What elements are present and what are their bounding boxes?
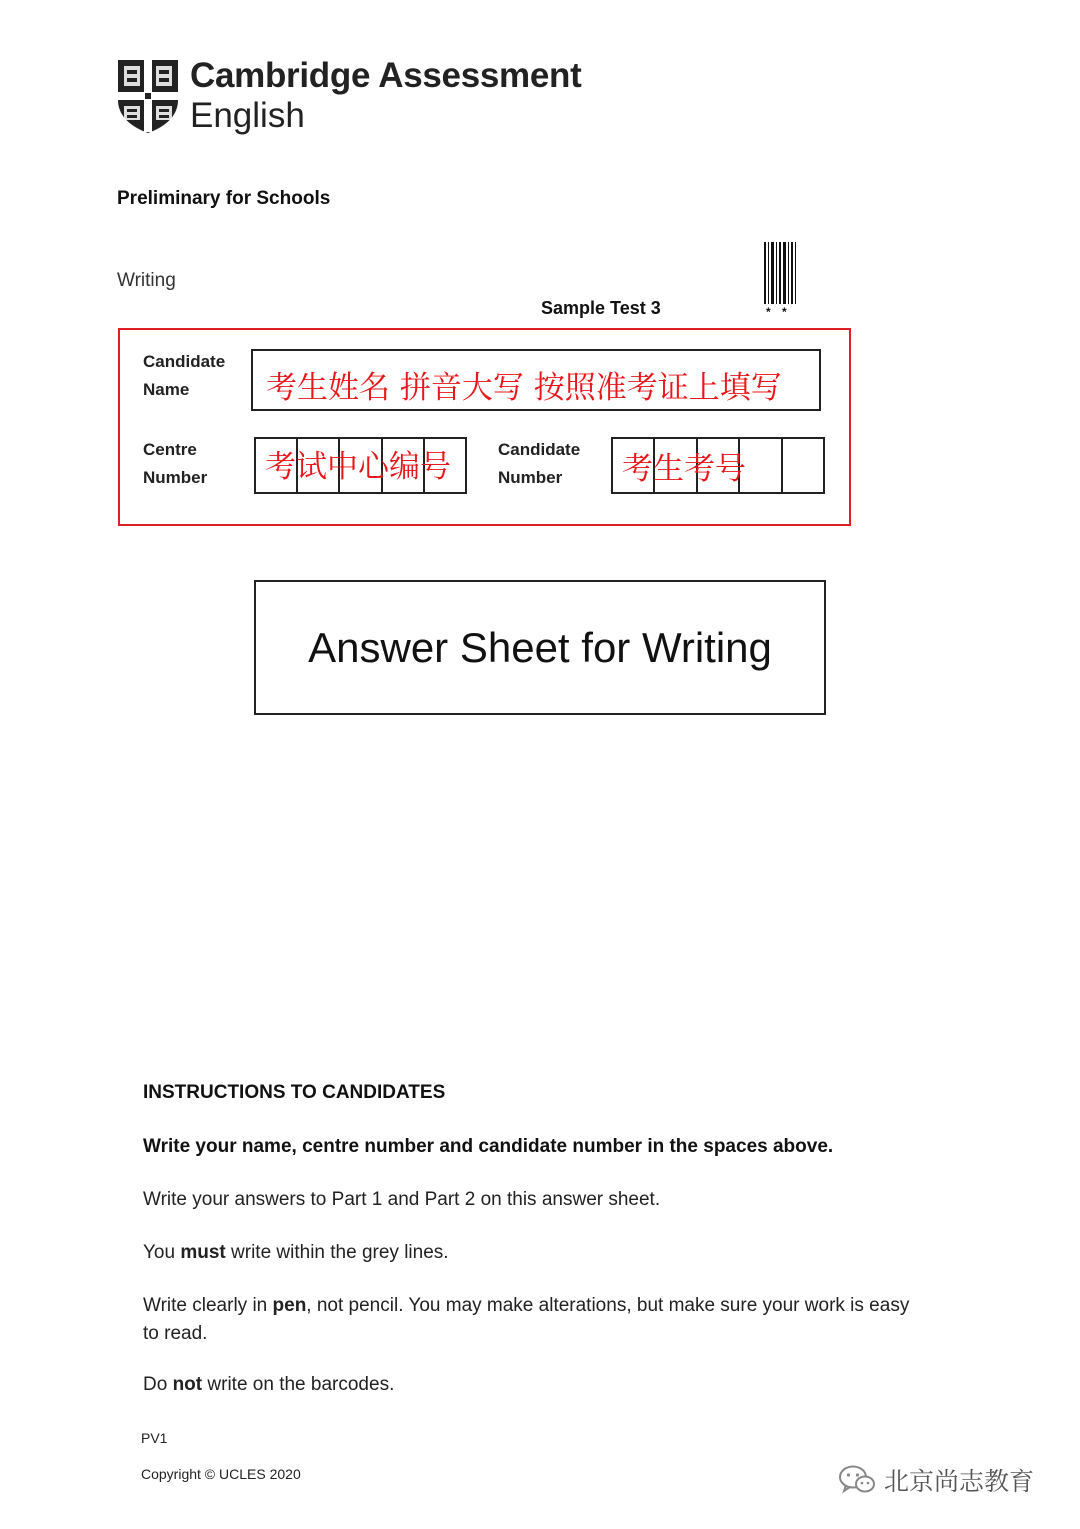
centre-number-annotation: 考试中心编号 [265, 449, 451, 485]
candidate-name-label: Candidate Name [143, 352, 226, 399]
candidate-number-label: Candidate Number [498, 440, 581, 487]
paper-code: PV1 [141, 1430, 168, 1446]
answer-sheet-title-box [254, 580, 826, 715]
instruction-line-5: Do not write on the barcodes. [143, 1374, 395, 1395]
candidate-number-annotation: 考生考号 [622, 451, 746, 487]
sample-test-label: Sample Test 3 [541, 298, 661, 318]
watermark-text: 北京尚志教育 [884, 1467, 1035, 1496]
instruction-line-4: Write clearly in pen, not pencil. You may make alterations, but make sure your work is easy to read. [143, 1295, 910, 1344]
copyright-notice: Copyright © UCLES 2020 [141, 1466, 301, 1482]
barcode-stars: * * [766, 305, 791, 319]
paper-name: Writing [117, 270, 176, 291]
instructions-heading: INSTRUCTIONS TO CANDIDATES [143, 1082, 446, 1103]
barcode-icon [763, 242, 797, 304]
exam-subtitle: Preliminary for Schools [117, 188, 331, 209]
instruction-line-2: Write your answers to Part 1 and Part 2 on this answer sheet. [143, 1189, 661, 1210]
wechat-icon [838, 1464, 876, 1496]
candidate-number-cell[interactable] [783, 439, 823, 492]
brand-line1: Cambridge Assessment [190, 56, 582, 95]
candidate-name-annotation: 考生姓名 拼音大写 按照准考证上填写 [266, 370, 782, 406]
instruction-line-3: You must write within the grey lines. [143, 1242, 449, 1263]
instruction-line-1: Write your name, centre number and candidate number in the spaces above. [143, 1136, 834, 1157]
cambridge-shield-logo [116, 58, 180, 134]
brand-line2: English [190, 96, 305, 135]
centre-number-label: Centre Number [143, 440, 208, 487]
candidate-number-cell[interactable] [740, 439, 782, 492]
answer-sheet-title: Answer Sheet for Writing [308, 623, 772, 671]
watermark [838, 1462, 1034, 1498]
